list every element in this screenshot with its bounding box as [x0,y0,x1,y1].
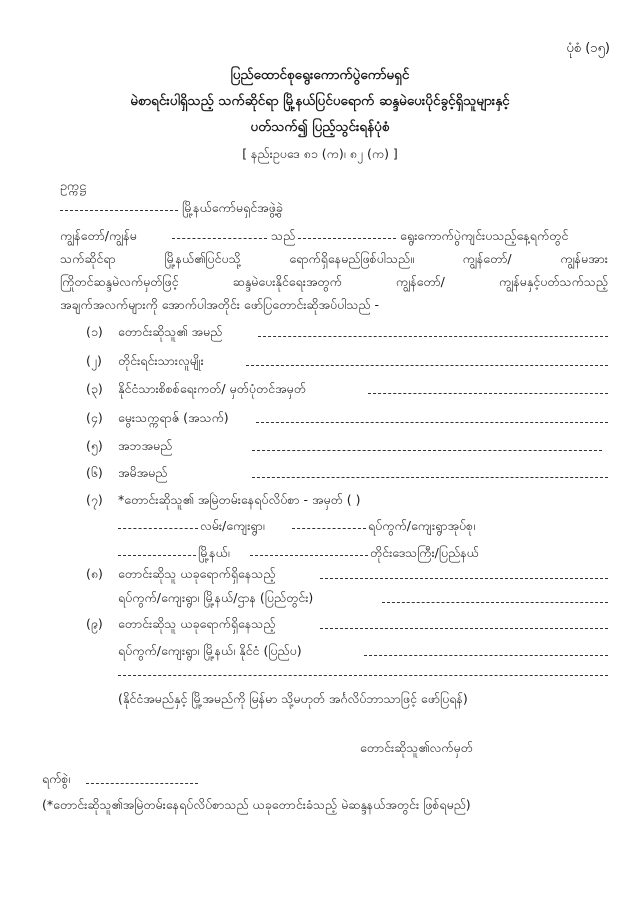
intro-word: ကျွန်မနှင့်ပတ်သက်သည့် [498,274,608,289]
intro-word: ကျွန်မအား [560,251,608,266]
current-domestic-address-field[interactable] [320,578,608,579]
election-date-blank[interactable] [298,238,396,239]
item-number: (၁) [86,324,103,339]
intro-subject-marker: သည် [271,228,296,243]
item-number: (၆) [86,465,103,480]
ward-blank[interactable] [292,528,366,529]
township-blank[interactable] [60,210,178,211]
region-blank[interactable] [250,555,368,556]
item-label-current-domestic: တောင်းဆိုသူ ယခုရောက်ရှိနေသည့် [118,566,276,581]
intro-i-label: ကျွန်တော်/ကျွန်မ [60,228,137,243]
abroad-address-extra-field[interactable] [118,675,608,676]
item-number: (၂) [86,353,102,368]
item-label-applicant-name: တောင်းဆိုသူ၏ အမည် [118,324,223,339]
item-label-current-abroad: တောင်းဆိုသူ ယခုရောက်ရှိနေသည့် [118,616,276,631]
signature-label: တောင်းဆိုသူ၏လက်မှတ် [360,740,473,755]
township-blank[interactable] [118,555,196,556]
mother-name-field[interactable] [252,477,608,478]
township-label: မြို့နယ်၊ [198,545,230,560]
rule-reference: [ နည်းဥပဒေ ၈၁ (က)၊ ၈၂ (က) ] [242,146,398,161]
item-label-father-name: အဘအမည် [118,438,173,453]
form-number: ပုံစံ (၁၅) [566,41,610,56]
intro-word: ဆန္ဒမဲပေးနိုင်ရေးအတွက် [232,274,342,289]
header-subject: မဲစာရင်းပါရှိသည့် သက်ဆိုင်ရာ မြို့နယ်ပြင်ပရောက် ဆန္ဒမဲပေးပိုင်ခွင့်ရှိသူများနှင့် [130,93,510,109]
applicant-name-blank[interactable] [172,238,267,239]
applicant-name-field[interactable] [258,336,608,337]
date-field[interactable] [86,783,198,784]
item-label-birth-date: မွေးသက္ကရာဇ် (အသက်) [118,410,229,425]
abroad-address-hint: ရပ်ကွက်/ကျေးရွာ၊ မြို့နယ်၊ နိုင်ငံ (ပြည်ပ) [118,643,302,658]
item-label-id-number: နိုင်ငံသားစိစစ်ရေးကတ်/ မှတ်ပုံတင်အမှတ် [118,381,306,396]
footnote: (*တောင်းဆိုသူ၏အမြဲတမ်းနေရပ်လိပ်စာသည် ယခုတောင်းခံသည့် မဲဆန္ဒနယ်အတွင်း ဖြစ်ရမည်) [42,797,471,812]
intro-word: မြို့နယ်၏ပြင်ပသို့ [164,251,241,266]
item-number: (၄) [86,410,103,425]
ward-label: ရပ်ကွက်/ကျေးရွာအုပ်စု၊ [368,518,476,533]
intro-election-day: ရွေးကောက်ပွဲကျင်းပသည့်နေ့ရက်တွင် [400,228,569,243]
intro-word: ကြိုတင်ဆန္ဒမဲလက်မှတ်ဖြင့် [60,274,179,289]
date-label: ရက်စွဲ၊ [42,771,71,786]
intro-word: ရောက်ရှိနေမည်ဖြစ်ပါသည်။ [289,251,414,266]
item-number: (၅) [86,438,103,453]
intro-line-3 [60,274,608,293]
domestic-address-hint: ရပ်ကွက်/ကျေးရွာ၊ မြို့နယ်/ဌာန (ပြည်တွင်း) [118,590,314,605]
intro-word: သက်ဆိုင်ရာ [60,251,116,266]
intro-line-2 [60,251,608,270]
language-note: (နိုင်ငံအမည်နှင့် မြို့အမည်ကို မြန်မာ သို့မဟုတ် အင်္ဂလိပ်ဘာသာဖြင့် ဖော်ပြရန်) [118,691,468,706]
intro-word: ကျွန်တော်/ [462,251,512,266]
father-name-field[interactable] [252,450,602,451]
street-blank[interactable] [118,528,198,529]
salutation: ဥက္ကဋ္ဌ [60,178,86,193]
current-abroad-address-field[interactable] [320,628,608,629]
header-form-title: ပတ်သက်၍ ပြည့်သွင်းရန်ပုံစံ [250,119,390,135]
item-label-mother-name: အမိအမည် [118,465,168,480]
header-commission: ပြည်ထောင်စုရွေးကောက်ပွဲကော်မရှင် [230,67,410,83]
region-label: တိုင်းဒေသကြီး/ပြည်နယ် [370,545,479,560]
item-number: (၃) [86,381,103,396]
intro-word: ကျွန်တော်/ [395,274,445,289]
item-label-permanent-address: *တောင်းဆိုသူ၏ အမြဲတမ်းနေရပ်လိပ်စာ - အမှတ် ( ) [118,492,361,507]
item-label-ethnicity: တိုင်းရင်းသားလူမျိုး [118,353,204,368]
ethnicity-field[interactable] [246,365,608,366]
intro-line-4: အချက်အလက်များကို အောက်ပါအတိုင်း ဖော်ပြတောင်းဆိုအပ်ပါသည် - [60,297,380,312]
item-number: (၈) [86,566,103,581]
abroad-address-field[interactable] [364,655,608,656]
birth-date-field[interactable] [256,422,608,423]
committee-name: မြို့နယ်ကော်မရှင်အဖွဲ့ခွဲ [182,200,283,215]
item-number: (၉) [86,616,103,631]
item-number: (၇) [86,492,103,507]
street-label: လမ်း/ကျေးရွာ၊ [200,518,265,533]
domestic-address-field[interactable] [382,602,608,603]
id-number-field[interactable] [368,393,608,394]
